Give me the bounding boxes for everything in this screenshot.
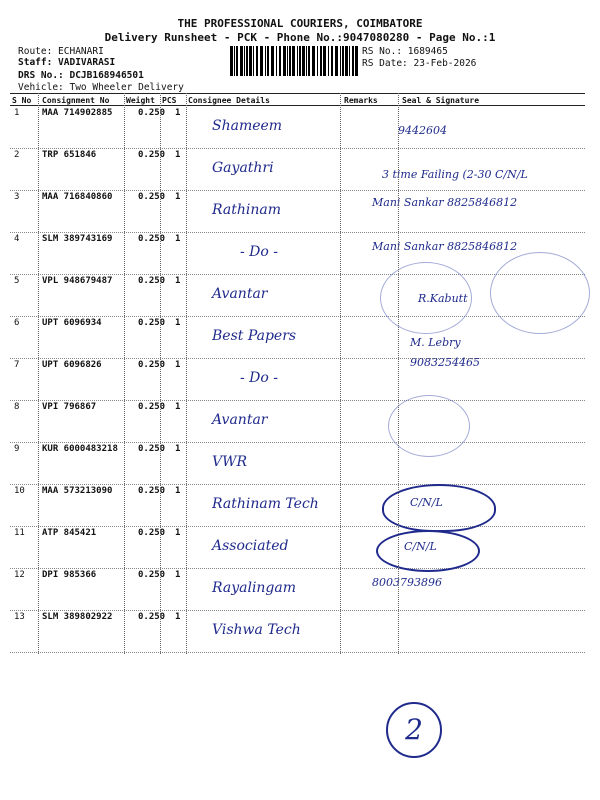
consignment-number: VPL 948679487 xyxy=(42,276,113,286)
row-pieces: 1 xyxy=(175,108,181,118)
row-weight: 0.250 xyxy=(138,528,166,538)
barcode-bar xyxy=(256,46,258,76)
table-row xyxy=(0,612,600,654)
barcode-bar xyxy=(328,46,329,76)
barcode-bar xyxy=(352,46,354,76)
row-pieces: 1 xyxy=(175,486,181,496)
signature: 8003793896 xyxy=(372,576,442,589)
row-serial-number: 10 xyxy=(14,486,25,496)
signature: C/N/L xyxy=(410,496,443,509)
col-consignee: Consignee Details xyxy=(188,96,270,105)
consignment-number: KUR 6000483218 xyxy=(42,444,118,454)
table-row xyxy=(0,528,600,570)
consignee-name: VWR xyxy=(212,454,248,470)
row-serial-number: 11 xyxy=(14,528,25,538)
consignment-number: ATP 845421 xyxy=(42,528,97,538)
row-serial-number: 6 xyxy=(14,318,20,328)
barcode-bar xyxy=(292,46,295,76)
consignee-name: Avantar xyxy=(212,412,268,428)
consignment-number: MAA 573213090 xyxy=(42,486,113,496)
row-serial-number: 5 xyxy=(14,276,20,286)
row-serial-number: 4 xyxy=(14,234,20,244)
consignment-number: SLM 389802922 xyxy=(42,612,113,622)
row-serial-number: 2 xyxy=(14,150,20,160)
row-divider xyxy=(10,148,585,149)
row-divider xyxy=(10,610,585,611)
barcode-bar xyxy=(335,46,338,76)
row-divider xyxy=(10,484,585,485)
row-divider xyxy=(10,190,585,191)
consignment-number: SLM 389743169 xyxy=(42,234,113,244)
route: Route: ECHANARI xyxy=(18,46,104,57)
barcode-bar xyxy=(276,46,277,76)
row-pieces: 1 xyxy=(175,528,181,538)
row-serial-number: 13 xyxy=(14,612,25,622)
col-weight: Weight xyxy=(126,96,155,105)
consignment-number: UPT 6096934 xyxy=(42,318,102,328)
barcode-bar xyxy=(342,46,344,76)
barcode-bar xyxy=(244,46,245,76)
barcode-bar xyxy=(279,46,281,76)
signature: 9442604 xyxy=(398,124,447,137)
row-weight: 0.250 xyxy=(138,444,166,454)
row-pieces: 1 xyxy=(175,444,181,454)
barcode-bar xyxy=(320,46,322,76)
barcode-bar xyxy=(234,46,235,76)
consignee-name: Vishwa Tech xyxy=(212,622,301,638)
row-weight: 0.250 xyxy=(138,234,166,244)
signature: 9083254465 xyxy=(410,356,480,369)
runsheet-title: THE PROFESSIONAL COURIERS, COIMBATORE xyxy=(177,17,423,30)
barcode-bar xyxy=(340,46,341,76)
consignee-name: Shameem xyxy=(212,118,283,134)
row-pieces: 1 xyxy=(175,234,181,244)
column-rule xyxy=(38,93,39,654)
barcode-bar xyxy=(345,46,348,76)
consignment-number: UPT 6096826 xyxy=(42,360,102,370)
vehicle: Vehicle: Two Wheeler Delivery xyxy=(18,82,184,93)
barcode-bar xyxy=(240,46,243,76)
consignment-number: MAA 716840860 xyxy=(42,192,113,202)
consignee-name: - Do - xyxy=(240,244,279,260)
barcode xyxy=(230,46,358,76)
row-weight: 0.250 xyxy=(138,276,166,286)
row-pieces: 1 xyxy=(175,276,181,286)
barcode-bar xyxy=(299,46,301,76)
row-serial-number: 3 xyxy=(14,192,20,202)
row-pieces: 1 xyxy=(175,150,181,160)
row-serial-number: 1 xyxy=(14,108,20,118)
row-weight: 0.250 xyxy=(138,108,166,118)
seal-stamp xyxy=(388,395,470,457)
column-rule xyxy=(340,93,341,654)
consignee-name: Associated xyxy=(212,538,289,554)
row-weight: 0.250 xyxy=(138,192,166,202)
column-rule xyxy=(160,93,161,654)
consignee-name: Avantar xyxy=(212,286,268,302)
drs-number: DRS No.: DCJB168946501 xyxy=(18,70,144,81)
page-number-mark: 2 xyxy=(386,702,442,758)
consignment-number: VPI 796867 xyxy=(42,402,97,412)
barcode-bar xyxy=(355,46,358,76)
row-pieces: 1 xyxy=(175,360,181,370)
row-pieces: 1 xyxy=(175,192,181,202)
row-serial-number: 7 xyxy=(14,360,20,370)
table-row xyxy=(0,444,600,486)
table-row xyxy=(0,402,600,444)
signature: Mani Sankar 8825846812 xyxy=(372,196,518,209)
row-weight: 0.250 xyxy=(138,360,166,370)
rs-date: RS Date: 23-Feb-2026 xyxy=(362,58,477,69)
consignment-number: MAA 714902885 xyxy=(42,108,113,118)
barcode-bar xyxy=(308,46,310,76)
barcode-bar xyxy=(267,46,269,76)
consignment-number: DPI 985366 xyxy=(42,570,97,580)
barcode-bar xyxy=(312,46,315,76)
row-weight: 0.250 xyxy=(138,402,166,412)
row-pieces: 1 xyxy=(175,570,181,580)
barcode-bar xyxy=(289,46,291,76)
row-divider xyxy=(10,442,585,443)
consignee-name: Rathinam xyxy=(212,202,281,218)
row-divider xyxy=(10,652,585,653)
table-row xyxy=(0,486,600,528)
row-divider xyxy=(10,400,585,401)
signature: Mani Sankar 8825846812 xyxy=(372,240,518,253)
barcode-bar xyxy=(317,46,318,76)
barcode-bar xyxy=(253,46,254,76)
col-sno: S No xyxy=(12,96,32,105)
barcode-bar xyxy=(349,46,350,76)
runsheet-subtitle: Delivery Runsheet - PCK - Phone No.:9047080280 - Page No.:1 xyxy=(104,31,496,44)
col-remarks: Remarks xyxy=(344,96,378,105)
signature: R.Kabutt xyxy=(418,292,468,305)
column-rule xyxy=(124,93,125,654)
barcode-bar xyxy=(271,46,274,76)
consignment-number: TRP 651846 xyxy=(42,150,97,160)
col-consignment: Consignment No xyxy=(42,96,110,105)
column-rule xyxy=(186,93,187,654)
staff: Staff: VADIVARASI xyxy=(18,57,116,68)
row-weight: 0.250 xyxy=(138,318,166,328)
barcode-bar xyxy=(246,46,248,76)
column-rule xyxy=(398,93,399,654)
barcode-bar xyxy=(306,46,307,76)
signature: M. Lebry xyxy=(410,336,461,349)
signature: C/N/L xyxy=(404,540,437,553)
row-divider xyxy=(10,526,585,527)
row-divider xyxy=(10,568,585,569)
row-serial-number: 9 xyxy=(14,444,20,454)
consignee-name: Best Papers xyxy=(212,328,297,344)
row-weight: 0.250 xyxy=(138,612,166,622)
col-seal: Seal & Signature xyxy=(402,96,480,105)
header-top-rule xyxy=(10,93,585,94)
seal-stamp xyxy=(490,252,590,334)
barcode-bar xyxy=(283,46,286,76)
row-weight: 0.250 xyxy=(138,150,166,160)
table-row xyxy=(0,108,600,150)
barcode-bar xyxy=(230,46,233,76)
table-row xyxy=(0,570,600,612)
row-divider xyxy=(10,358,585,359)
row-divider xyxy=(10,232,585,233)
barcode-bar xyxy=(323,46,326,76)
barcode-bar xyxy=(236,46,238,76)
barcode-bar xyxy=(260,46,263,76)
row-serial-number: 8 xyxy=(14,402,20,412)
row-serial-number: 12 xyxy=(14,570,25,580)
row-weight: 0.250 xyxy=(138,570,166,580)
header-bottom-rule xyxy=(10,105,585,106)
signature: 3 time Failing (2-30 C/N/L xyxy=(382,168,528,181)
barcode-bar xyxy=(287,46,288,76)
barcode-bar xyxy=(302,46,305,76)
consignee-name: Rayalingam xyxy=(212,580,297,596)
barcode-bar xyxy=(265,46,266,76)
col-pcs: PCS xyxy=(162,96,177,105)
barcode-bar xyxy=(249,46,252,76)
barcode-bar xyxy=(297,46,298,76)
consignee-name: Gayathri xyxy=(212,160,274,176)
barcode-bar xyxy=(331,46,333,76)
row-pieces: 1 xyxy=(175,612,181,622)
table-row xyxy=(0,360,600,402)
consignee-name: - Do - xyxy=(240,370,279,386)
consignee-name: Rathinam Tech xyxy=(212,496,319,512)
row-pieces: 1 xyxy=(175,402,181,412)
row-pieces: 1 xyxy=(175,318,181,328)
rs-number: RS No.: 1689465 xyxy=(362,46,448,57)
row-weight: 0.250 xyxy=(138,486,166,496)
